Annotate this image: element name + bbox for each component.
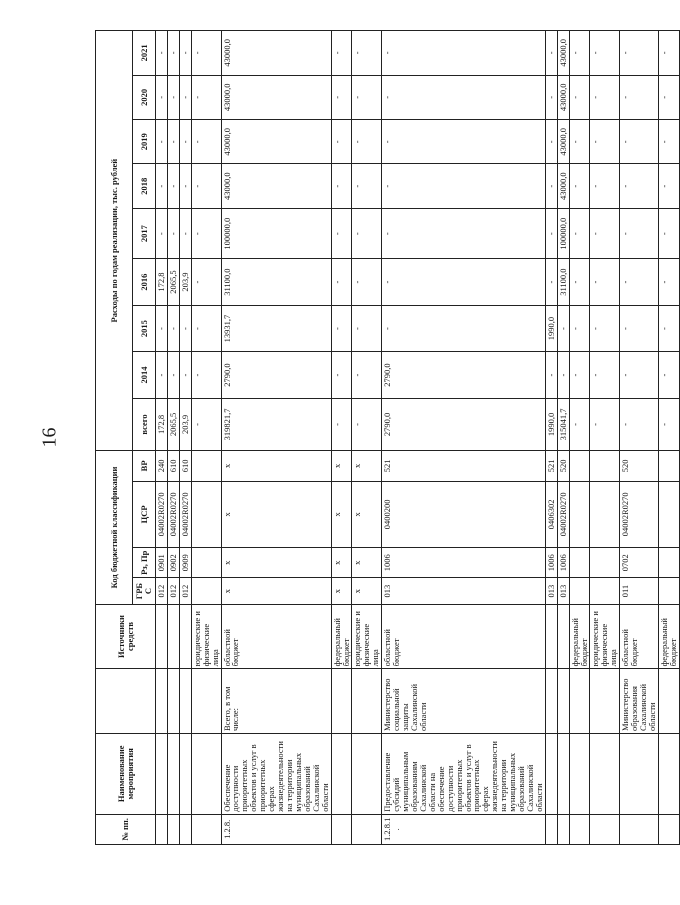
cell-grbs: 013 <box>382 578 546 604</box>
cell-csr: 04002R0270 <box>557 481 569 548</box>
header-budget-code: Код бюджетной классификации <box>96 451 133 604</box>
cell-value: 203,9 <box>179 259 191 305</box>
cell-source: федеральный бюджет <box>331 604 352 669</box>
cell-source <box>545 604 557 669</box>
cell-value: - <box>382 208 546 258</box>
table-row <box>590 31 620 845</box>
cell-value: - <box>658 208 679 258</box>
cell-value: - <box>545 259 557 305</box>
cell-value: - <box>545 164 557 208</box>
cell-value: - <box>545 208 557 258</box>
cell-num <box>620 814 659 844</box>
cell-vr: х <box>352 451 382 481</box>
cell-value: - <box>191 31 221 76</box>
cell-grbs: 011 <box>620 578 659 604</box>
cell-rzpr: 1006 <box>557 548 569 578</box>
cell-value: 2790,0 <box>382 352 546 398</box>
cell-rzpr: х <box>352 548 382 578</box>
cell-value: 100000,0 <box>221 208 331 258</box>
cell-name <box>557 733 569 814</box>
cell-value: - <box>179 120 191 164</box>
cell-num <box>557 814 569 844</box>
cell-value: - <box>658 120 679 164</box>
cell-executor <box>352 669 382 734</box>
header-sources: Источники средств <box>96 604 156 669</box>
cell-csr: 0406302 <box>545 481 557 548</box>
cell-total: 203,9 <box>179 398 191 451</box>
cell-csr: х <box>221 481 331 548</box>
cell-total: - <box>352 398 382 451</box>
cell-grbs: 013 <box>545 578 557 604</box>
cell-value: - <box>620 305 659 351</box>
cell-name <box>331 733 352 814</box>
table-row <box>156 31 168 845</box>
table-row <box>352 31 382 845</box>
header-total: всего <box>133 398 156 451</box>
cell-value: - <box>569 352 590 398</box>
cell-value: - <box>352 120 382 164</box>
cell-value: - <box>590 208 620 258</box>
cell-value: - <box>331 164 352 208</box>
cell-num <box>352 814 382 844</box>
cell-source: областной бюджет <box>382 604 546 669</box>
cell-vr <box>658 451 679 481</box>
cell-value: - <box>545 120 557 164</box>
cell-total: 1990,0 <box>545 398 557 451</box>
cell-value: - <box>557 305 569 351</box>
table-row <box>331 31 352 845</box>
cell-rzpr <box>191 548 221 578</box>
cell-name <box>156 733 168 814</box>
cell-value: - <box>382 305 546 351</box>
cell-value: - <box>382 120 546 164</box>
cell-value: - <box>167 120 179 164</box>
cell-value: - <box>545 75 557 119</box>
cell-value: - <box>352 75 382 119</box>
cell-total: 319821,7 <box>221 398 331 451</box>
cell-vr: х <box>221 451 331 481</box>
cell-value: - <box>331 352 352 398</box>
cell-value: - <box>620 31 659 76</box>
cell-value: 43000,0 <box>557 120 569 164</box>
cell-value: - <box>590 352 620 398</box>
cell-value: - <box>156 352 168 398</box>
cell-executor <box>156 669 168 734</box>
header-expenses: Расходы по годам реализации, тыс. рублей <box>96 31 133 451</box>
cell-value: - <box>352 259 382 305</box>
cell-grbs <box>590 578 620 604</box>
cell-csr: х <box>331 481 352 548</box>
cell-value: - <box>658 31 679 76</box>
table-row <box>545 31 557 845</box>
cell-total: - <box>658 398 679 451</box>
cell-total: 2790,0 <box>382 398 546 451</box>
table-row <box>167 31 179 845</box>
cell-value: - <box>156 305 168 351</box>
cell-value: - <box>590 164 620 208</box>
cell-csr: х <box>352 481 382 548</box>
cell-value: - <box>569 259 590 305</box>
cell-source: федеральный бюджет <box>658 604 679 669</box>
cell-value: 43000,0 <box>221 31 331 76</box>
cell-value: - <box>620 164 659 208</box>
cell-value: - <box>557 352 569 398</box>
cell-name <box>658 733 679 814</box>
cell-value: - <box>569 164 590 208</box>
cell-value: - <box>382 164 546 208</box>
cell-executor <box>179 669 191 734</box>
cell-vr: 610 <box>167 451 179 481</box>
cell-num <box>590 814 620 844</box>
table-row <box>658 31 679 845</box>
cell-value: 43000,0 <box>221 164 331 208</box>
cell-rzpr <box>658 548 679 578</box>
cell-csr <box>658 481 679 548</box>
cell-name <box>191 733 221 814</box>
cell-csr <box>569 481 590 548</box>
header-rzpr: Рз, Пр <box>133 548 156 578</box>
cell-total: - <box>590 398 620 451</box>
cell-vr: х <box>331 451 352 481</box>
cell-value: - <box>620 75 659 119</box>
header-vr: ВР <box>133 451 156 481</box>
header-year: 2016 <box>133 259 156 305</box>
cell-value: - <box>179 208 191 258</box>
header-year: 2017 <box>133 208 156 258</box>
cell-value: 31100,0 <box>557 259 569 305</box>
cell-vr: 520 <box>620 451 659 481</box>
cell-value: 2065,5 <box>167 259 179 305</box>
cell-value: 43000,0 <box>221 120 331 164</box>
cell-rzpr: 0909 <box>179 548 191 578</box>
cell-csr: 04002R0270 <box>179 481 191 548</box>
cell-executor: Всего, в том числе: <box>221 669 331 734</box>
cell-value: 13931,7 <box>221 305 331 351</box>
cell-value: - <box>167 208 179 258</box>
cell-name: Обеспечение доступности приоритетных объектов и услуг в приоритетных сферах жизнедеятельности на территории муниципальных образований Сахалинской области <box>221 733 331 814</box>
cell-value: 43000,0 <box>557 31 569 76</box>
cell-value: 172,8 <box>156 259 168 305</box>
cell-csr: 04002R0270 <box>620 481 659 548</box>
cell-value: - <box>352 31 382 76</box>
cell-rzpr: х <box>221 548 331 578</box>
cell-csr: 04002R0270 <box>156 481 168 548</box>
cell-value: - <box>191 305 221 351</box>
cell-grbs <box>658 578 679 604</box>
cell-name <box>167 733 179 814</box>
cell-source: областной бюджет <box>620 604 659 669</box>
cell-value: - <box>167 305 179 351</box>
header-grbs: ГРБС <box>133 578 156 604</box>
cell-value: - <box>167 75 179 119</box>
cell-value: - <box>191 259 221 305</box>
cell-rzpr <box>590 548 620 578</box>
cell-value: - <box>620 352 659 398</box>
cell-executor <box>590 669 620 734</box>
cell-source: юридические и физические лица <box>352 604 382 669</box>
cell-vr <box>590 451 620 481</box>
cell-value: 1990,0 <box>545 305 557 351</box>
cell-grbs: 012 <box>156 578 168 604</box>
cell-rzpr <box>569 548 590 578</box>
cell-source: юридические и физические лица <box>590 604 620 669</box>
cell-value: - <box>569 120 590 164</box>
cell-total: 172,8 <box>156 398 168 451</box>
cell-num <box>658 814 679 844</box>
header-year: 2019 <box>133 120 156 164</box>
cell-name <box>620 733 659 814</box>
cell-vr <box>191 451 221 481</box>
cell-value: - <box>590 259 620 305</box>
table-row <box>620 31 659 845</box>
cell-name: Предоставление субсидий муниципальным образованиям Сахалинской области на обеспечение доступности приоритетных объектов и услуг в приоритетных сферах жизнедеятельности на территории муниципальных образований Сахалинской области <box>382 733 546 814</box>
cell-value: - <box>569 75 590 119</box>
cell-grbs: 012 <box>179 578 191 604</box>
header-csr: ЦСР <box>133 481 156 548</box>
cell-executor <box>569 669 590 734</box>
cell-vr: 240 <box>156 451 168 481</box>
cell-value: - <box>590 75 620 119</box>
cell-value: - <box>167 31 179 76</box>
cell-value: - <box>191 75 221 119</box>
cell-grbs: х <box>352 578 382 604</box>
cell-rzpr: х <box>331 548 352 578</box>
cell-rzpr: 0702 <box>620 548 659 578</box>
cell-num: 1.2.8.1. <box>382 814 546 844</box>
cell-vr: 610 <box>179 451 191 481</box>
cell-source <box>156 604 168 669</box>
cell-grbs: 013 <box>557 578 569 604</box>
cell-value: - <box>179 352 191 398</box>
cell-name <box>569 733 590 814</box>
cell-vr <box>569 451 590 481</box>
cell-value: - <box>590 305 620 351</box>
cell-executor <box>191 669 221 734</box>
cell-vr: 520 <box>557 451 569 481</box>
header-year: 2021 <box>133 31 156 76</box>
cell-grbs <box>191 578 221 604</box>
cell-value: - <box>590 31 620 76</box>
cell-executor: Министерство образования Сахалинской области <box>620 669 659 734</box>
cell-source <box>167 604 179 669</box>
cell-source: областной бюджет <box>221 604 331 669</box>
cell-name <box>352 733 382 814</box>
cell-total: - <box>191 398 221 451</box>
cell-value: - <box>156 75 168 119</box>
cell-executor <box>545 669 557 734</box>
cell-total: - <box>620 398 659 451</box>
cell-num <box>179 814 191 844</box>
cell-value: - <box>167 164 179 208</box>
cell-value: 2790,0 <box>221 352 331 398</box>
cell-executor <box>331 669 352 734</box>
cell-value: - <box>331 259 352 305</box>
cell-csr <box>191 481 221 548</box>
cell-value: - <box>156 31 168 76</box>
cell-source: юридические и физические лица <box>191 604 221 669</box>
cell-total: - <box>569 398 590 451</box>
cell-value: - <box>179 75 191 119</box>
cell-value: - <box>191 352 221 398</box>
cell-total: - <box>331 398 352 451</box>
cell-rzpr: 1006 <box>382 548 546 578</box>
cell-num <box>545 814 557 844</box>
table-row <box>221 31 331 845</box>
cell-value: - <box>620 120 659 164</box>
cell-value: - <box>382 31 546 76</box>
cell-value: - <box>569 305 590 351</box>
cell-grbs: 012 <box>167 578 179 604</box>
cell-num <box>331 814 352 844</box>
cell-name <box>545 733 557 814</box>
cell-value: 31100,0 <box>221 259 331 305</box>
cell-value: - <box>156 164 168 208</box>
cell-rzpr: 0902 <box>167 548 179 578</box>
header-name: Наименование мероприятия <box>96 733 156 814</box>
header-year: 2018 <box>133 164 156 208</box>
cell-total: 315041,7 <box>557 398 569 451</box>
cell-value: - <box>167 352 179 398</box>
cell-num <box>156 814 168 844</box>
cell-rzpr: 0901 <box>156 548 168 578</box>
cell-csr: 04002R0270 <box>167 481 179 548</box>
cell-num <box>191 814 221 844</box>
cell-value: - <box>331 75 352 119</box>
cell-csr <box>590 481 620 548</box>
cell-value: - <box>191 208 221 258</box>
cell-value: 43000,0 <box>557 164 569 208</box>
cell-rzpr: 1006 <box>545 548 557 578</box>
cell-value: - <box>179 305 191 351</box>
table-row <box>179 31 191 845</box>
cell-value: - <box>331 305 352 351</box>
cell-grbs: х <box>221 578 331 604</box>
cell-source: федеральный бюджет <box>569 604 590 669</box>
table-row <box>382 31 546 845</box>
cell-total: 2065,5 <box>167 398 179 451</box>
table-row <box>191 31 221 845</box>
header-year: 2020 <box>133 75 156 119</box>
cell-value: - <box>658 352 679 398</box>
cell-value: - <box>331 31 352 76</box>
cell-value: - <box>658 75 679 119</box>
cell-value: - <box>590 120 620 164</box>
cell-num: 1.2.8. <box>221 814 331 844</box>
cell-csr: 0400200 <box>382 481 546 548</box>
cell-value: - <box>352 305 382 351</box>
cell-grbs: х <box>331 578 352 604</box>
cell-value: - <box>156 208 168 258</box>
rotated-table-container <box>95 30 678 845</box>
cell-executor <box>658 669 679 734</box>
header-year: 2015 <box>133 305 156 351</box>
cell-value: - <box>156 120 168 164</box>
cell-value: - <box>658 305 679 351</box>
cell-value: - <box>382 259 546 305</box>
cell-value: - <box>569 208 590 258</box>
cell-value: - <box>382 75 546 119</box>
header-executor <box>96 669 156 734</box>
cell-vr: 521 <box>545 451 557 481</box>
cell-value: - <box>331 208 352 258</box>
cell-value: - <box>352 208 382 258</box>
budget-table <box>95 30 680 845</box>
cell-executor <box>167 669 179 734</box>
cell-vr: 521 <box>382 451 546 481</box>
cell-name <box>590 733 620 814</box>
cell-value: - <box>179 164 191 208</box>
cell-value: - <box>545 31 557 76</box>
cell-num <box>569 814 590 844</box>
cell-num <box>167 814 179 844</box>
page-number: 16 <box>38 427 61 448</box>
table-row <box>557 31 569 845</box>
table-row <box>569 31 590 845</box>
cell-value: - <box>658 164 679 208</box>
cell-value: - <box>352 352 382 398</box>
header-num: № пп. <box>96 814 156 844</box>
cell-value: - <box>191 164 221 208</box>
cell-name <box>179 733 191 814</box>
cell-source <box>179 604 191 669</box>
cell-value: - <box>191 120 221 164</box>
cell-value: 43000,0 <box>221 75 331 119</box>
cell-value: - <box>179 31 191 76</box>
cell-value: 43000,0 <box>557 75 569 119</box>
cell-grbs <box>569 578 590 604</box>
header-year: 2014 <box>133 352 156 398</box>
cell-value: - <box>658 259 679 305</box>
cell-value: 100000,0 <box>557 208 569 258</box>
cell-value: - <box>545 352 557 398</box>
cell-value: - <box>569 31 590 76</box>
cell-value: - <box>620 208 659 258</box>
cell-value: - <box>331 120 352 164</box>
cell-value: - <box>352 164 382 208</box>
cell-executor: Министерство социальной защиты Сахалинской области <box>382 669 546 734</box>
cell-executor <box>557 669 569 734</box>
cell-value: - <box>620 259 659 305</box>
cell-source <box>557 604 569 669</box>
